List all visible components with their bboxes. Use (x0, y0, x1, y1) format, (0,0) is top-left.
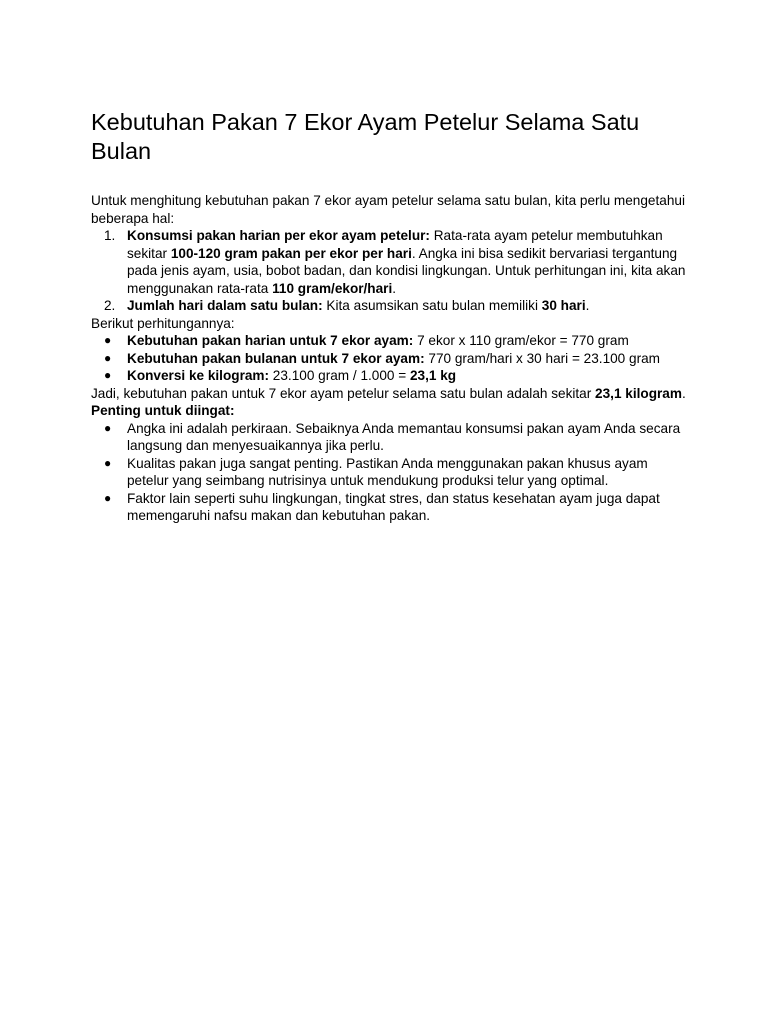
calculation-label: Kebutuhan pakan bulanan untuk 7 ekor ayam: (127, 350, 425, 366)
calculation-label: Kebutuhan pakan harian untuk 7 ekor ayam: (127, 333, 414, 348)
bullet-icon: ● (104, 420, 112, 435)
factor-item-days-in-month (91, 297, 691, 315)
calculation-text: 7 ekor x 110 gram/ekor = 770 gram (413, 333, 629, 348)
calculation-text: 23.100 gram / 1.000 = (269, 368, 410, 383)
note-text: Faktor lain seperti suhu lingkungan, tingkat stres, dan status kesehatan ayam juga dapat memengaruhi nafsu makan dan kebutuhan pakan. (127, 490, 660, 523)
factor-text: Kita asumsikan satu bulan memiliki (322, 298, 542, 313)
factor-text: . (392, 280, 397, 296)
document-body (91, 192, 691, 525)
factor-text: . (585, 298, 590, 313)
intro-paragraph: Untuk menghitung kebutuhan pakan 7 ekor ayam petelur selama satu bulan, kita perlu mengetahui beberapa hal: (91, 193, 685, 226)
conclusion-result: 23,1 kilogram (595, 385, 682, 401)
bullet-icon: ● (104, 350, 112, 365)
notes-list (91, 420, 691, 525)
factor-label: Jumlah hari dalam satu bulan: (127, 298, 323, 313)
conclusion-text: Jadi, kebutuhan pakan untuk 7 ekor ayam petelur selama satu bulan adalah sekitar (91, 385, 596, 401)
bullet-icon: ● (104, 455, 112, 470)
factor-text: Rata-rata ayam petelur membutuhkan sekitar (127, 228, 663, 261)
calculations-list (91, 332, 691, 385)
calculation-item-monthly (91, 350, 691, 368)
notes-heading (91, 402, 691, 420)
calculation-item-kilogram (91, 367, 691, 385)
calculation-intro: Berikut perhitungannya: (91, 315, 235, 331)
document-title: Kebutuhan Pakan 7 Ekor Ayam Petelur Selama Satu Bulan (91, 109, 640, 164)
factors-list (91, 227, 691, 315)
list-number: 1. (104, 228, 116, 243)
factor-label: Konsumsi pakan harian per ekor ayam petelur: (127, 228, 430, 243)
note-text: Kualitas pakan juga sangat penting. Pastikan Anda menggunakan pakan khusus ayam petelur yang seimbang nutrisinya untuk mendukung produksi telur yang optimal. (127, 455, 648, 488)
conclusion-text: . (681, 385, 686, 401)
factor-text: . Angka ini bisa sedikit bervariasi tergantung pada jenis ayam, usia, bobot badan, dan kondisi lingkungan. Untuk perhitungan ini, kita akan menggunakan rata-rata (127, 245, 686, 296)
document-page (91, 108, 691, 525)
note-item (91, 455, 691, 490)
factor-highlight: 100-120 gram pakan per ekor per hari (170, 245, 412, 261)
factor-highlight: 110 gram/ekor/hari (272, 280, 393, 296)
note-text: Angka ini adalah perkiraan. Sebaiknya Anda memantau konsumsi pakan ayam Anda secara langsung dan menyesuaikannya jika perlu. (127, 420, 681, 453)
bullet-icon: ● (104, 368, 112, 382)
notes-title: Penting untuk diingat: (91, 403, 235, 418)
note-item (91, 420, 691, 455)
note-item (91, 490, 691, 525)
calculation-text: 770 gram/hari x 30 hari = 23.100 gram (424, 350, 660, 366)
bullet-icon: ● (104, 333, 112, 347)
calculation-label: Konversi ke kilogram: (127, 368, 270, 383)
bullet-icon: ● (104, 490, 112, 505)
factor-item-daily-consumption (91, 227, 691, 297)
factor-highlight: 30 hari (541, 298, 586, 313)
calculation-result: 23,1 kg (409, 368, 457, 383)
list-number: 2. (104, 298, 116, 313)
calculation-item-daily (91, 332, 691, 350)
conclusion-paragraph (91, 385, 691, 403)
